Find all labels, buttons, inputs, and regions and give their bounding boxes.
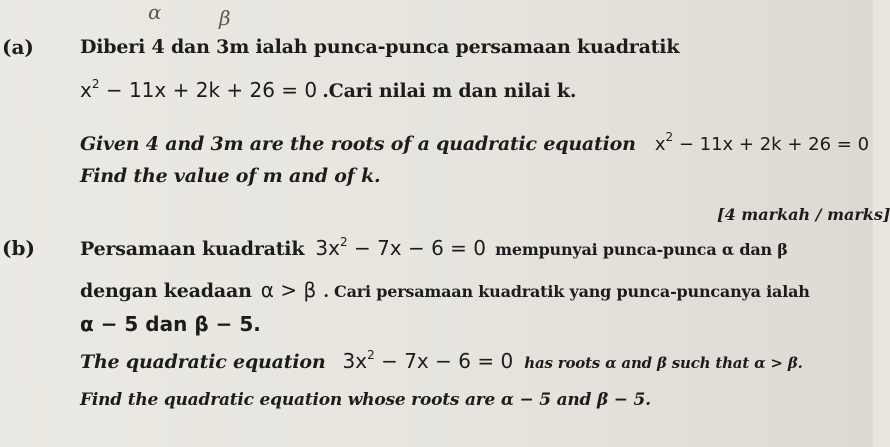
question-b-malay-line2-suffix: . Cari persamaan kuadratik yang punca-puncanya ialah bbox=[323, 282, 810, 301]
handwritten-beta: β bbox=[219, 6, 231, 30]
question-a-english-line1 bbox=[80, 130, 870, 155]
question-b-malay-line3: α − 5 dan β − 5. bbox=[80, 312, 261, 336]
question-a-malay-instruction: .Cari nilai m dan nilai k. bbox=[322, 80, 577, 102]
question-b-english-suffix: has roots α and β such that α > β. bbox=[524, 354, 803, 372]
question-b-condition: α > β bbox=[260, 278, 317, 302]
question-b-english-prefix: The quadratic equation bbox=[80, 351, 326, 373]
question-a-english-prefix: Given 4 and 3m are the roots of a quadratic equation bbox=[80, 133, 636, 155]
question-b-malay-line1 bbox=[80, 236, 788, 260]
question-a-marks: [4 markah / marks] bbox=[717, 205, 890, 224]
question-b-malay-prefix: Persamaan kuadratik bbox=[80, 238, 305, 260]
question-b-malay-line2 bbox=[80, 278, 810, 302]
question-a-label: (a) bbox=[2, 35, 34, 59]
question-a-english-equation: $x^2 - 11x + 2k + 26 = 0$ bbox=[654, 130, 870, 155]
question-b-malay-equation: $3x^2 - 7x - 6 = 0$ bbox=[315, 235, 487, 260]
question-b-label: (b) bbox=[2, 236, 35, 260]
question-b-english-equation: $3x^2 - 7x - 6 = 0$ bbox=[342, 348, 514, 373]
question-a-english-line2: Find the value of m and of k. bbox=[80, 165, 381, 187]
question-b-english-line1 bbox=[80, 349, 803, 373]
question-b-malay-line2-prefix: dengan keadaan bbox=[80, 280, 252, 302]
handwritten-alpha: α bbox=[148, 0, 162, 24]
question-a-equation: $x^2 - 11x + 2k + 26 = 0$ bbox=[80, 77, 318, 102]
question-b-malay-suffix: mempunyai punca-punca α dan β bbox=[495, 240, 788, 259]
question-b-english-line2: Find the quadratic equation whose roots are α − 5 and β − 5. bbox=[80, 390, 651, 410]
question-a-malay-line1: Diberi 4 dan 3m ialah punca-punca persamaan kuadratik bbox=[80, 36, 680, 58]
question-a-malay-line2 bbox=[80, 78, 576, 102]
